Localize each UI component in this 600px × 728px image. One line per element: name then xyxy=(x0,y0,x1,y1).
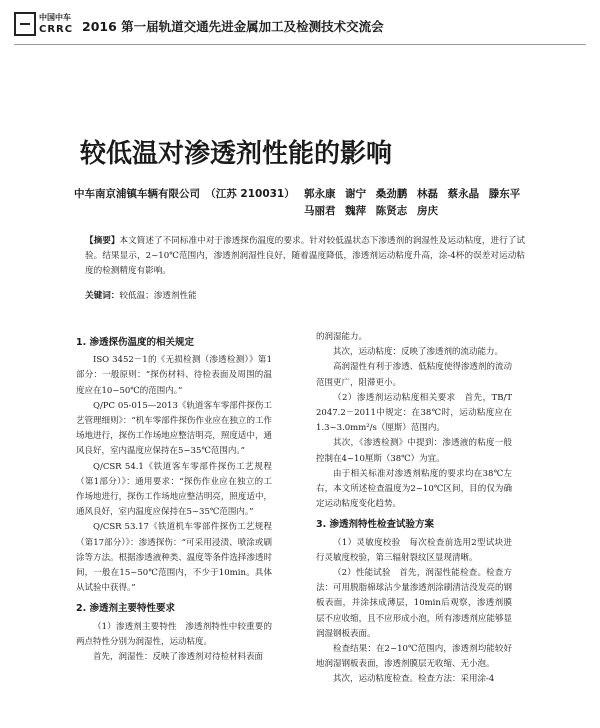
section-heading: 2. 渗透剂主要特性要求 xyxy=(76,603,176,615)
author-list: 郭永康 谢宁 桑劲鹏 林磊 蔡永晶 滕东平 马丽君 魏萍 陈贤志 房庆 xyxy=(304,188,521,217)
paragraph: Q/PC 05-015—2013《轨道客车零部件探伤工艺管理细则》：“机车零部件探伤作业应在独立的工作场地进行，探伤工作场地应整洁明亮，照度适中，通风良好，室内温度应保持在5~35℃范围内。” xyxy=(76,400,272,457)
paragraph: ISO 3452－1的《无损检测（渗透检测）》第1部分：一般原则：“探伤材料、待检表面及周围的温度应在10~50℃的范围内。” xyxy=(76,355,272,396)
paragraph: 检查结果：在2~10℃范围内，渗透剂均能较好地润湿钢板表面，渗透剂膜层无收缩、无小泡。 xyxy=(316,644,512,670)
keywords xyxy=(85,289,525,301)
paragraph: （1）灵敏度校验 每次检查前选用2型试块进行灵敏度校验，第三辐射裂纹区显现清晰。 xyxy=(316,537,512,563)
affiliation: 中车南京浦镇车辆有限公司 （江苏 210031） xyxy=(74,188,295,200)
article-title: 较低温对渗透剂性能的影响 xyxy=(80,139,393,169)
paragraph: Q/CSR 54.1《铁道客车零部件探伤工艺规程（第1部分）》：通用要求：“探伤作业应在独立的工作场地进行，探伤工作场地应整洁明亮，照度适中，通风良好，室内温度应保持在5~35℃范围内。” xyxy=(76,461,272,518)
abstract-text: 本文简述了不同标准中对于渗透探伤温度的要求。针对较低温状态下渗透剂的润湿性及运动粘度，进行了试验。结果显示，2~10℃范围内，渗透剂润湿性良好，随着温度降低，渗透剂运动粘度升高，涂-4杯的误差对运动粘度的检测精度有影响。 xyxy=(85,236,525,276)
page-header xyxy=(14,10,586,45)
conference-title: 2016 第一届轨道交通先进金属加工及检测技术交流会 xyxy=(82,19,384,34)
paragraph: 其次，运动粘度：反映了渗透剂的流动能力。 xyxy=(333,347,504,358)
paragraph: 其次，《渗透检测》中提到：渗透液的粘度一般控制在4~10厘斯（38℃）为宜。 xyxy=(316,438,512,464)
paragraph: （2）性能试验 首先，润湿性能检查。检查方法：可用脱脂棉球沾少量渗透剂涂刷清洁没发亮的钢板表面，并涂抹成薄层，10min后观察，渗透剂膜层不应收缩，且不应形成小泡，所有渗透剂应能够显润湿钢板表面。 xyxy=(316,568,512,639)
paragraph: Q/CSR 53.17《铁道机车零部件探伤工艺规程（第17部分）》：渗透探伤：“可采用浸渍、喷涂或刷涂等方法。根据渗透液种类、温度等条件选择渗透时间，一般在15~50℃范围内，不少于10min。具体从试验中获得。” xyxy=(76,522,272,594)
section-heading: 1. 渗透探伤温度的相关规定 xyxy=(76,337,195,348)
body-column-right xyxy=(316,330,512,688)
logo-en-text: CRRC xyxy=(39,24,74,35)
paragraph: 高润湿性有利于渗透、低粘度使得渗透剂的流动范围更广，阻滞更小。 xyxy=(316,362,512,388)
paragraph: 首先，润湿性：反映了渗透剂对待检材料表面 xyxy=(93,652,264,663)
paragraph: 其次，运动粘度检查。检查方法：采用涂-4 xyxy=(333,674,495,685)
abstract xyxy=(85,234,525,279)
paragraph: 的润湿能力。 xyxy=(316,332,368,342)
logo-cn-text: 中国中车 xyxy=(39,13,71,22)
body-column-left xyxy=(76,330,272,665)
keywords-text: 较低温；渗透剂性能 xyxy=(119,291,197,301)
abstract-label: 【摘要】 xyxy=(85,236,120,246)
crrc-logo xyxy=(14,12,74,40)
paragraph: 由于相关标准对渗透剂粘度的要求均在38℃左右，本文所述检查温度为2~10℃区间，目的仅为确定运动粘度变化趋势。 xyxy=(316,468,512,510)
crrc-logo-icon xyxy=(14,12,36,36)
keywords-label: 关键词： xyxy=(85,291,120,301)
paragraph: （1）渗透剂主要特性 渗透剂特性中较重要的两点特性分别为润湿性，运动粘度。 xyxy=(76,621,272,647)
section-heading: 3. 渗透剂特性检查试验方案 xyxy=(316,519,435,531)
paragraph: （2）渗透剂运动粘度相关要求 首先，TB/T 2047.2－2011中规定：在38℃时，运动粘度应在1.3~3.0mm²/s（厘斯）范围内。 xyxy=(316,392,512,434)
